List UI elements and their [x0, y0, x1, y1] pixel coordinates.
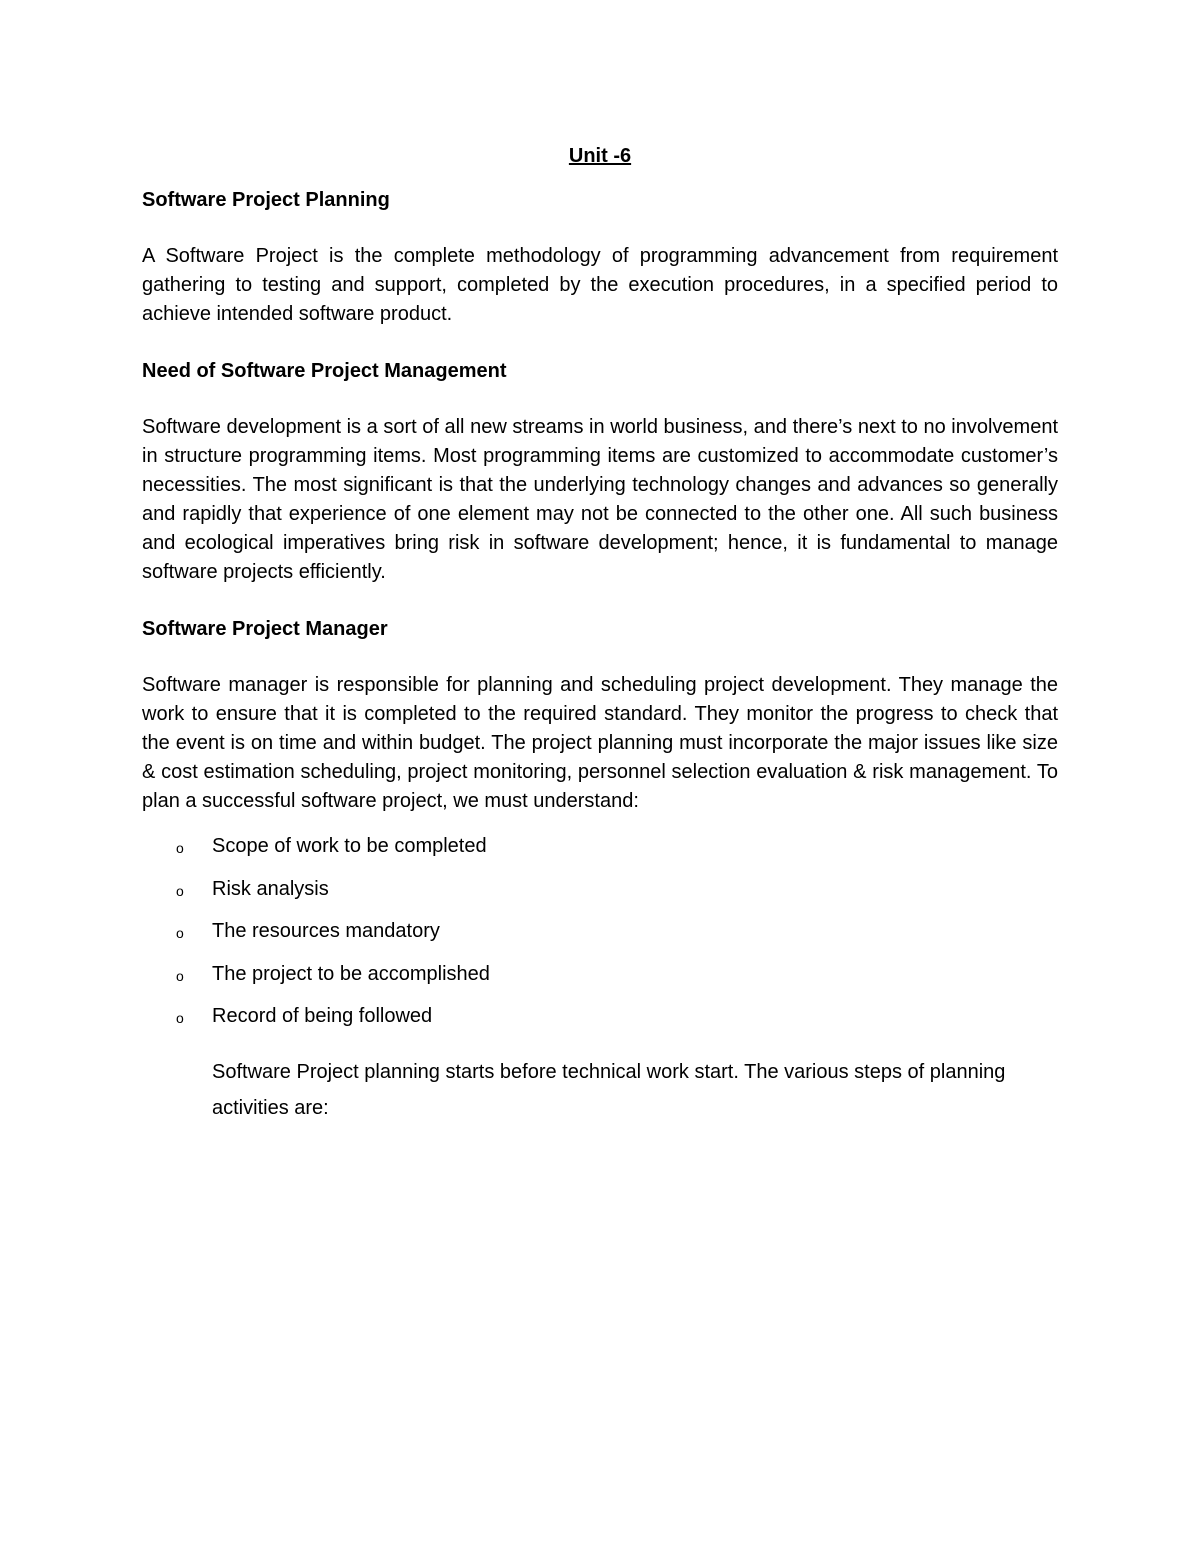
section-heading-planning: Software Project Planning [142, 189, 390, 211]
section-heading-need: Need of Software Project Management [142, 360, 507, 382]
bullet-icon: o [176, 840, 184, 856]
bullet-list [142, 832, 1058, 1030]
section-heading-manager: Software Project Manager [142, 618, 388, 640]
bullet-icon: o [176, 925, 184, 941]
bullet-icon: o [176, 1010, 184, 1026]
section-paragraph-planning: A Software Project is the complete methodology of programming advancement from requirement gathering to testing and support, completed by the execution procedures, in a specified period to achieve intended software product. [142, 245, 1058, 325]
list-item-text: Scope of work to be completed [212, 835, 487, 857]
list-item [142, 875, 1058, 903]
unit-title: Unit -6 [568, 145, 632, 167]
section-paragraph-need: Software development is a sort of all new streams in world business, and there’s next to no involvement in structure programming items. Most programming items are customized to accommodate customer’s necessities. The most significant is that the underlying technology changes and advances so generally and rapidly that experience of one element may not be connected to the other one. All such business and ecological imperatives bring risk in software development; hence, it is fundamental to manage software projects efficiently. [142, 416, 1058, 583]
list-item [142, 960, 1058, 988]
list-item-text: The resources mandatory [212, 920, 440, 942]
bullet-icon: o [176, 882, 184, 899]
list-item-text: The project to be accomplished [212, 962, 490, 985]
document-content [142, 140, 1058, 1126]
list-item [142, 832, 1058, 860]
list-item [142, 917, 1058, 945]
list-item [142, 1002, 1058, 1030]
list-item-text: Record of being followed [212, 1005, 433, 1027]
list-item-text: Risk analysis [212, 877, 329, 900]
bullet-icon: o [176, 967, 184, 984]
section-paragraph-manager: Software manager is responsible for planning and scheduling project development. They manage the work to ensure that it is completed to the required standard. They monitor the progress to check that the event is on time and within budget. The project planning must incorporate the major issues like size & cost estimation scheduling, project monitoring, personnel selection evaluation & risk management. To plan a successful software project, we must understand: [142, 674, 1058, 812]
closing-paragraph: Software Project planning starts before technical work start. The various steps of planning activities are: [212, 1061, 1006, 1119]
